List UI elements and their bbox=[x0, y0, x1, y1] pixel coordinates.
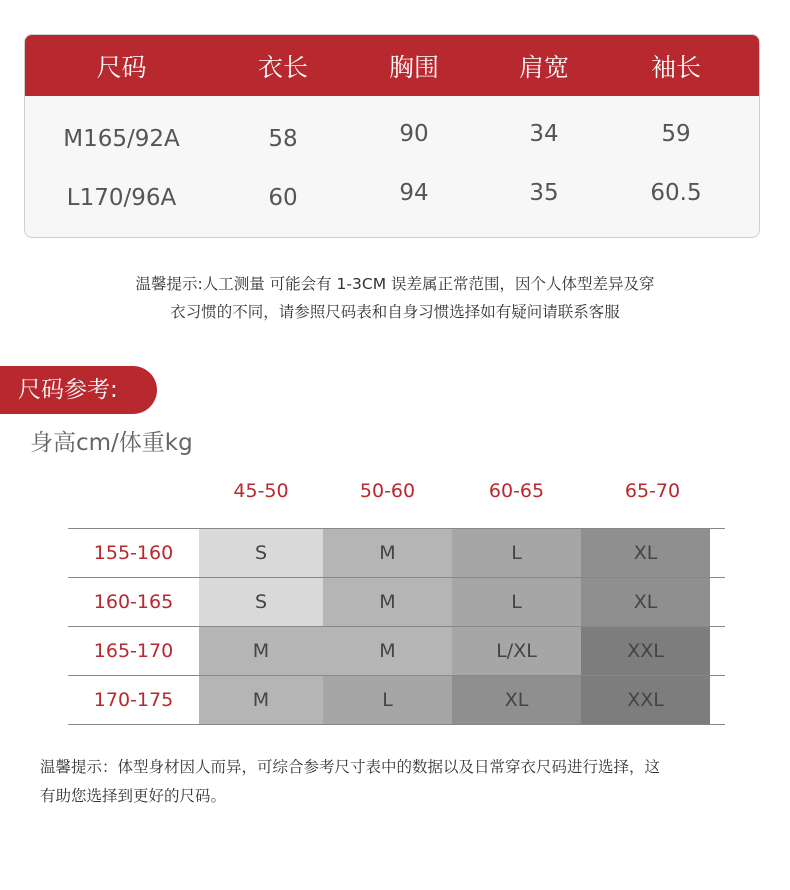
size-reference-grid bbox=[68, 528, 725, 725]
cell-size: M165/92A bbox=[63, 125, 180, 152]
header-sleeve: 袖长 bbox=[650, 52, 701, 82]
axis-caption: 身高cm/体重kg bbox=[30, 430, 193, 456]
size-cell: M bbox=[199, 627, 323, 675]
grid-row bbox=[68, 676, 725, 724]
cell-chest: 90 bbox=[399, 120, 429, 147]
cell-sleeve: 60.5 bbox=[650, 179, 702, 206]
grid-row bbox=[68, 529, 725, 577]
size-cell: M bbox=[199, 676, 323, 724]
size-cell: XXL bbox=[581, 627, 710, 675]
weight-header bbox=[199, 480, 724, 502]
cell-length: 58 bbox=[268, 125, 298, 152]
cell-length: 60 bbox=[268, 184, 298, 211]
measurement-note bbox=[0, 270, 790, 326]
fit-note-line1: 温馨提示：体型身材因人而异，可综合参考尺寸表中的数据以及日常穿衣尺码进行选择，这 bbox=[40, 758, 661, 776]
weight-label: 45-50 bbox=[233, 480, 289, 502]
fit-note bbox=[40, 753, 770, 811]
height-label: 160-165 bbox=[93, 591, 174, 613]
height-label: 155-160 bbox=[93, 542, 174, 564]
header-size: 尺码 bbox=[96, 52, 147, 82]
height-label: 165-170 bbox=[93, 640, 174, 662]
table-row bbox=[25, 109, 759, 168]
size-cell: XL bbox=[581, 578, 710, 626]
section-title: 尺码参考: bbox=[0, 366, 157, 414]
height-label: 170-175 bbox=[93, 689, 174, 711]
divider bbox=[68, 724, 725, 725]
size-cell: L/XL bbox=[452, 627, 581, 675]
size-cell: L bbox=[452, 578, 581, 626]
size-table bbox=[24, 34, 760, 238]
grid-row bbox=[68, 627, 725, 675]
size-cell: M bbox=[323, 529, 452, 577]
fit-note-line2: 有助您选择到更好的尺码。 bbox=[40, 787, 227, 805]
header-chest: 胸围 bbox=[388, 52, 439, 82]
cell-sleeve: 59 bbox=[661, 120, 691, 147]
weight-label: 60-65 bbox=[488, 480, 545, 502]
weight-label: 65-70 bbox=[624, 480, 681, 502]
size-cell: XL bbox=[581, 529, 710, 577]
size-cell: XL bbox=[452, 676, 581, 724]
size-cell: S bbox=[199, 529, 323, 577]
size-table-header bbox=[25, 35, 759, 96]
cell-shoulder: 35 bbox=[529, 179, 559, 206]
size-cell: XXL bbox=[581, 676, 710, 724]
size-cell: M bbox=[323, 578, 452, 626]
cell-chest: 94 bbox=[399, 179, 429, 206]
cell-shoulder: 34 bbox=[529, 120, 559, 147]
size-cell: L bbox=[452, 529, 581, 577]
header-shoulder: 肩宽 bbox=[518, 52, 569, 82]
size-cell: S bbox=[199, 578, 323, 626]
weight-label: 50-60 bbox=[359, 480, 416, 502]
cell-size: L170/96A bbox=[66, 184, 177, 211]
table-row bbox=[25, 168, 759, 227]
measurement-note-line1: 温馨提示:人工测量 可能会有 1-3CM 误差属正常范围，因个人体型差异及穿 bbox=[135, 275, 655, 293]
measurement-note-line2: 衣习惯的不同，请参照尺码表和自身习惯选择如有疑问请联系客服 bbox=[170, 303, 620, 321]
grid-row bbox=[68, 578, 725, 626]
size-cell: M bbox=[323, 627, 452, 675]
size-cell: L bbox=[323, 676, 452, 724]
header-length: 衣长 bbox=[257, 52, 308, 82]
